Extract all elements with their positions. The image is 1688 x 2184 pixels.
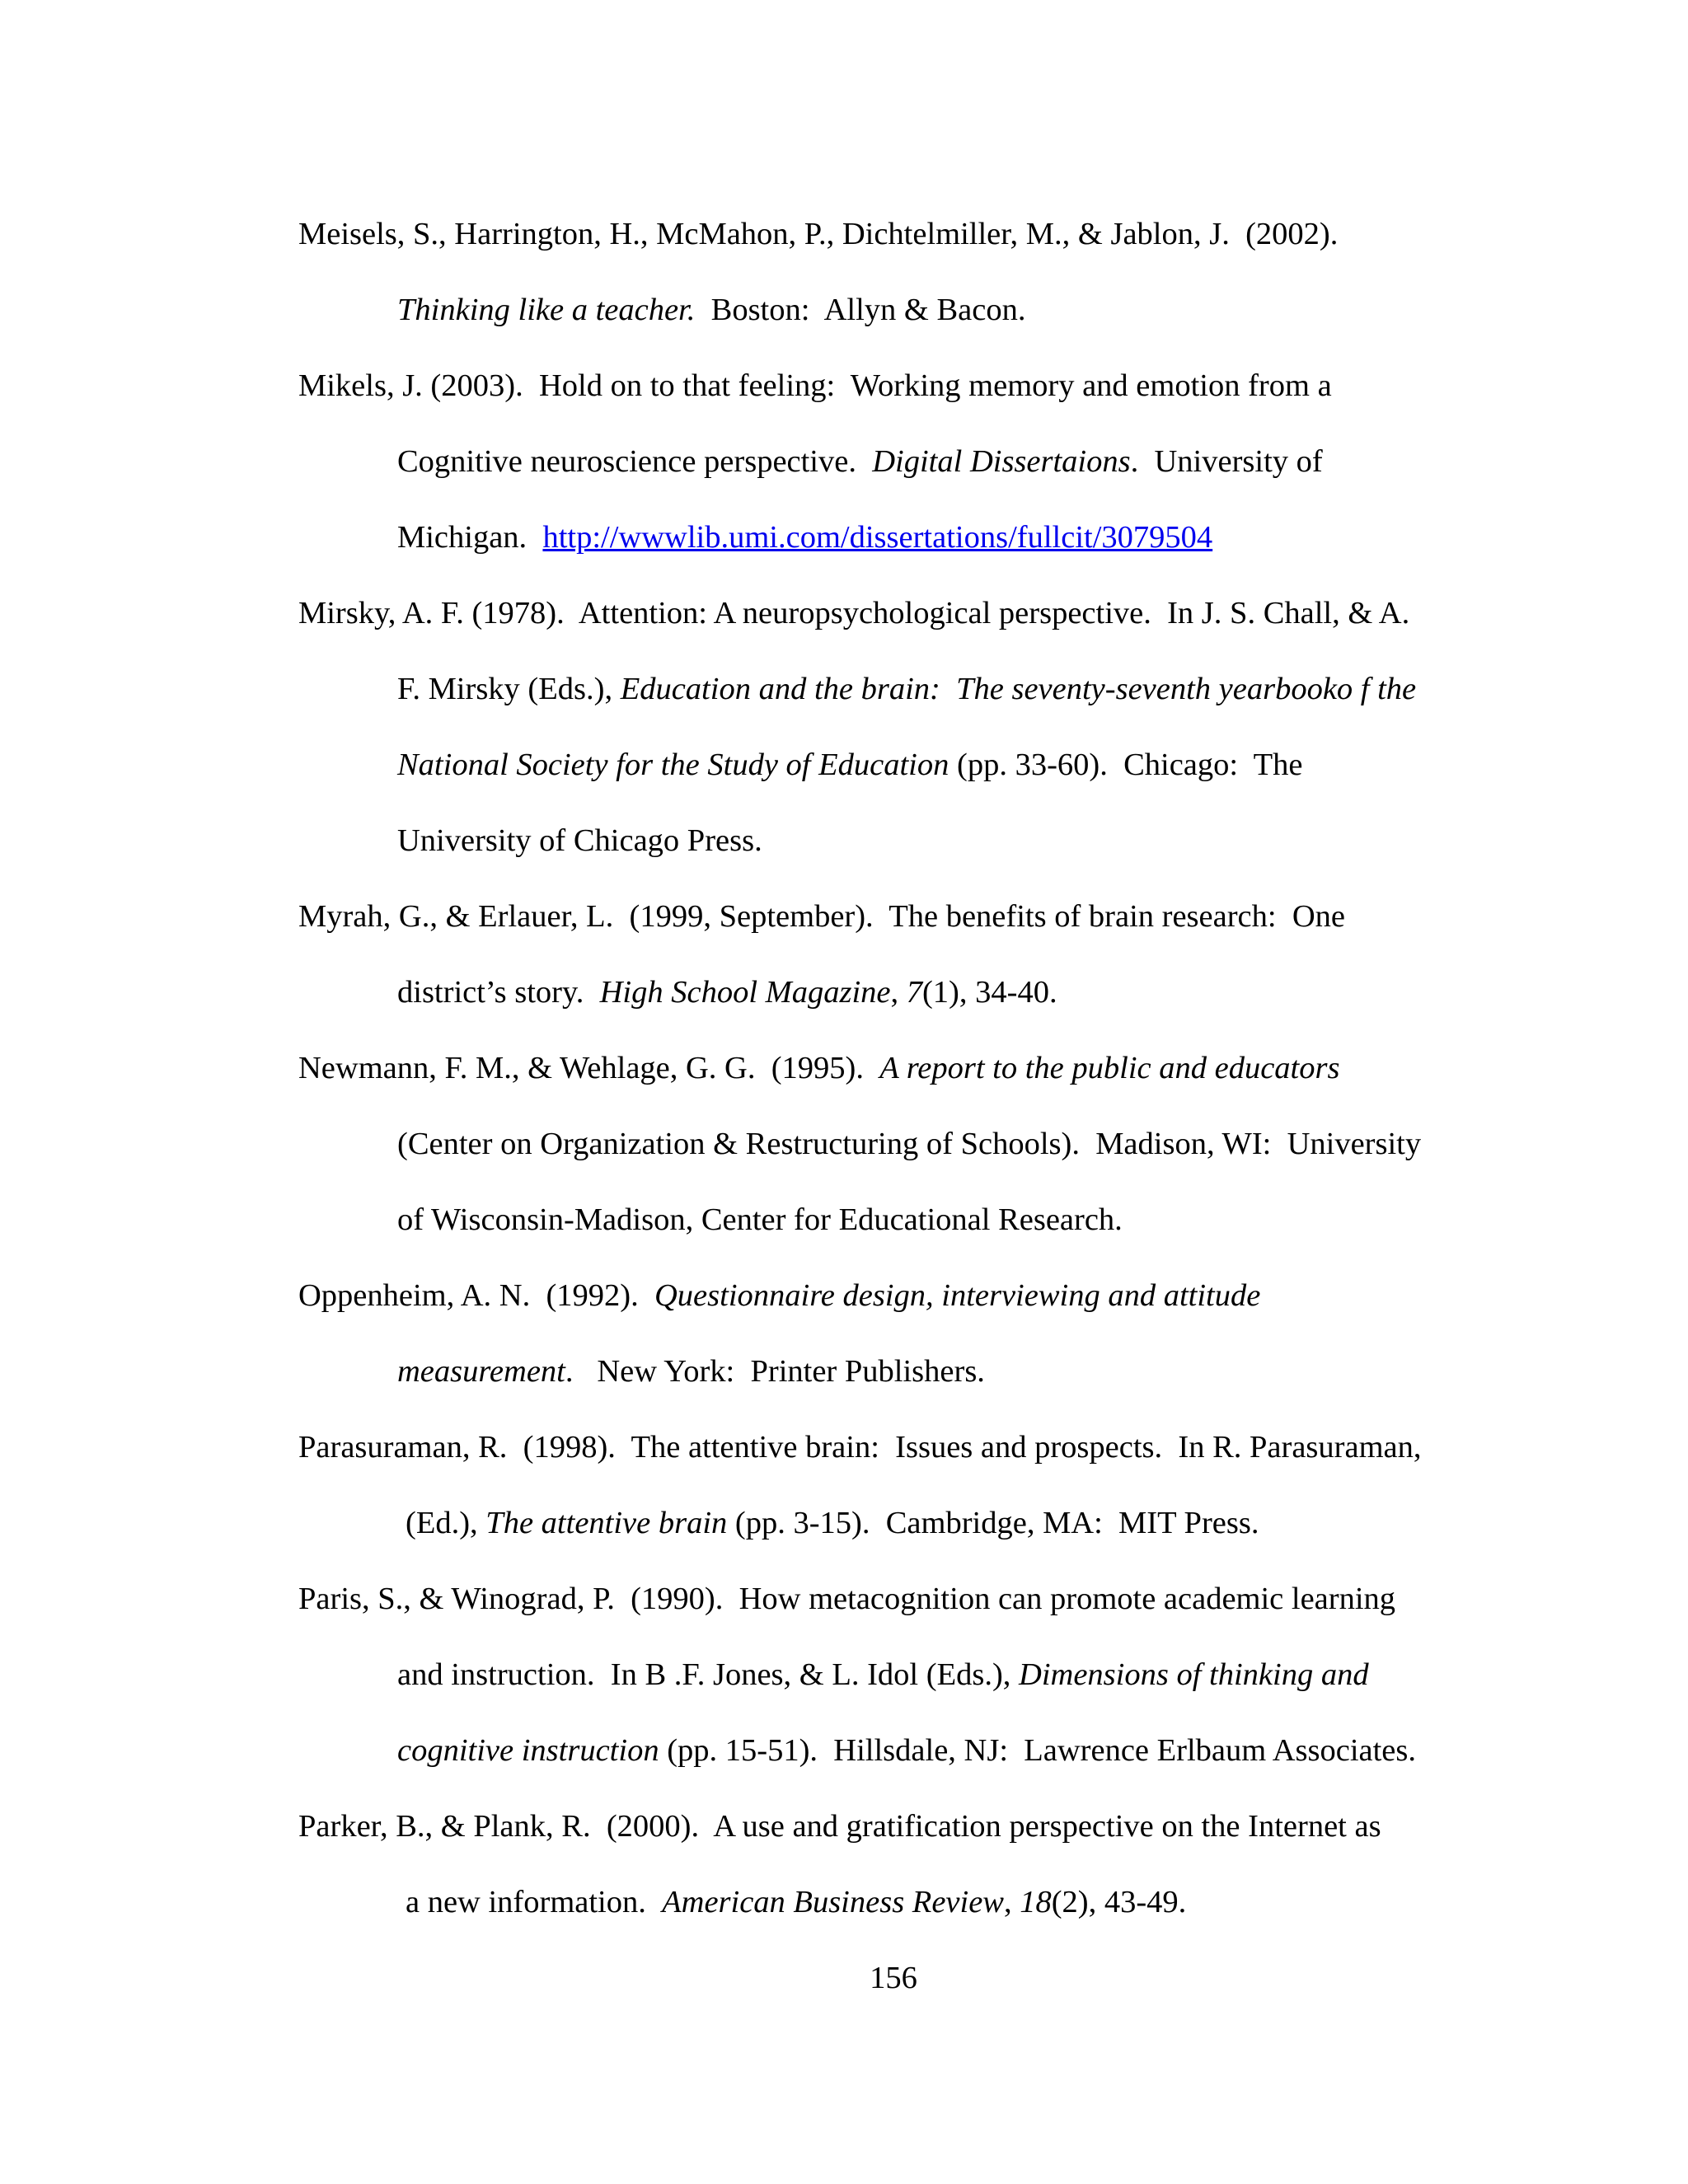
reference-continuation-line	[298, 1485, 1477, 1561]
reference-text: (pp. 33-60). Chicago: The	[949, 748, 1303, 782]
reference-text: Boston: Allyn & Bacon.	[695, 293, 1026, 327]
reference-text: a new information.	[406, 1885, 663, 1919]
reference-italic-text: A report to the public and educators	[879, 1051, 1340, 1085]
reference-continuation-line	[298, 803, 1477, 879]
reference-continuation-line	[298, 272, 1477, 348]
reference-italic-text: Digital Dissertaions	[872, 444, 1131, 479]
reference-text: Oppenheim, A. N. (1992).	[298, 1278, 654, 1313]
reference-entry	[298, 1030, 1477, 1258]
reference-continuation-line	[298, 1106, 1477, 1182]
reference-text: Mirsky, A. F. (1978). Attention: A neuropsychological perspective. In J. S. Chall, & A.	[298, 596, 1410, 630]
reference-first-line	[298, 1258, 1477, 1333]
reference-text: Myrah, G., & Erlauer, L. (1999, September). The benefits of brain research: One	[298, 899, 1345, 934]
reference-entry	[298, 879, 1477, 1030]
reference-first-line	[298, 879, 1477, 954]
reference-continuation-line	[298, 651, 1477, 727]
reference-italic-text: The attentive brain	[485, 1506, 728, 1540]
page-number: 156	[870, 1961, 917, 1995]
reference-text: Paris, S., & Winograd, P. (1990). How metacognition can promote academic learning	[298, 1582, 1396, 1616]
reference-entry	[298, 1409, 1477, 1561]
reference-italic-text: Dimensions of thinking and	[1019, 1657, 1369, 1692]
reference-first-line	[298, 1561, 1477, 1637]
reference-entry	[298, 1258, 1477, 1409]
reference-text: Mikels, J. (2003). Hold on to that feeling: Working memory and emotion from a	[298, 368, 1332, 403]
reference-italic-text: American Business Review	[662, 1885, 1004, 1919]
reference-entry	[298, 348, 1477, 575]
reference-text: (pp. 3-15). Cambridge, MA: MIT Press.	[727, 1506, 1259, 1540]
reference-text: (pp. 15-51). Hillsdale, NJ: Lawrence Erlbaum Associates.	[659, 1733, 1416, 1768]
reference-italic-text: National Society for the Study of Education	[397, 748, 950, 782]
reference-italic-text: 7	[906, 975, 922, 1010]
reference-italic-text: Education and the brain: The seventy-seventh yearbooko f the	[620, 672, 1417, 706]
reference-text: . University of	[1130, 444, 1323, 479]
reference-italic-text: 18	[1020, 1885, 1052, 1919]
reference-italic-text: measurement	[397, 1354, 565, 1389]
reference-text: University of Chicago Press.	[397, 823, 762, 858]
reference-text: (Center on Organization & Restructuring of Schools). Madison, WI: University	[397, 1127, 1422, 1161]
reference-italic-text: Questionnaire design, interviewing and attitude	[654, 1278, 1261, 1313]
reference-text: (Ed.),	[406, 1506, 486, 1540]
reference-text: Parasuraman, R. (1998). The attentive brain: Issues and prospects. In R. Parasuraman,	[298, 1430, 1422, 1465]
reference-text: Michigan.	[397, 520, 543, 555]
reference-text: (1), 34-40.	[921, 975, 1057, 1010]
reference-continuation-line	[298, 954, 1477, 1030]
reference-text: . New York: Printer Publishers.	[565, 1354, 985, 1389]
reference-continuation-line	[298, 1864, 1477, 1940]
reference-entry	[298, 1561, 1477, 1788]
reference-first-line	[298, 1030, 1477, 1106]
reference-text: and instruction. In B .F. Jones, & L. Idol (Eds.),	[397, 1657, 1020, 1692]
reference-first-line	[298, 1409, 1477, 1485]
reference-text: (2), 43-49.	[1051, 1885, 1187, 1919]
reference-text: district’s story.	[397, 975, 600, 1010]
reference-entry	[298, 575, 1477, 879]
reference-list	[298, 196, 1477, 1940]
reference-text: Meisels, S., Harrington, H., McMahon, P., Dichtelmiller, M., & Jablon, J. (2002).	[298, 217, 1339, 251]
reference-entry	[298, 1788, 1477, 1940]
reference-entry	[298, 196, 1477, 348]
reference-continuation-line	[298, 1637, 1477, 1713]
reference-text: F. Mirsky (Eds.),	[397, 672, 621, 706]
reference-first-line	[298, 575, 1477, 651]
reference-continuation-line	[298, 727, 1477, 803]
reference-continuation-line	[298, 1182, 1477, 1258]
reference-italic-text: High School Magazine	[599, 975, 891, 1010]
reference-first-line	[298, 348, 1477, 424]
reference-first-line	[298, 1788, 1477, 1864]
reference-text: of Wisconsin-Madison, Center for Educational Research.	[397, 1202, 1123, 1237]
reference-italic-text: cognitive instruction	[397, 1733, 659, 1768]
reference-text: Newmann, F. M., & Wehlage, G. G. (1995).	[298, 1051, 880, 1085]
reference-text: ,	[1003, 1885, 1020, 1919]
reference-continuation-line	[298, 499, 1477, 575]
reference-text: Parker, B., & Plank, R. (2000). A use and gratification perspective on the Internet as	[298, 1809, 1381, 1844]
reference-continuation-line	[298, 1713, 1477, 1788]
reference-first-line	[298, 196, 1477, 272]
reference-italic-text: Thinking like a teacher.	[397, 293, 696, 327]
reference-text: ,	[890, 975, 907, 1010]
reference-text: Cognitive neuroscience perspective.	[397, 444, 873, 479]
reference-url-link[interactable]: http://wwwlib.umi.com/dissertations/fullcit/3079504	[542, 520, 1213, 555]
reference-continuation-line	[298, 1333, 1477, 1409]
reference-continuation-line	[298, 424, 1477, 499]
